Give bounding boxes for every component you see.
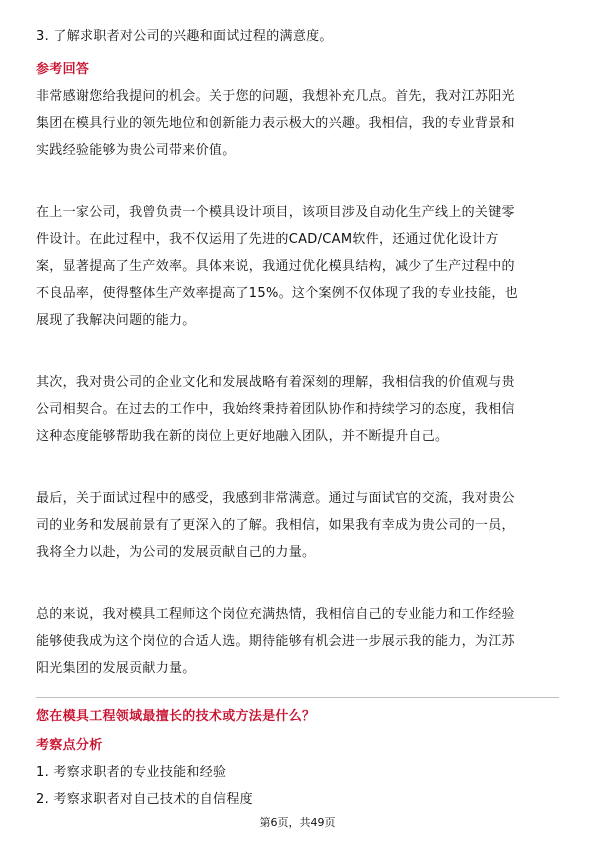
paragraph-line: 阳光集团的发展贡献力量。: [36, 661, 196, 676]
paragraph-line: 我将全力以赴，为公司的发展贡献自己的力量。: [36, 545, 316, 560]
analysis-heading: 考察点分析: [36, 738, 103, 753]
section-divider: [36, 697, 559, 698]
paragraph-line: 总的来说，我对模具工程师这个岗位充满热情，我相信自己的专业能力和工作经验: [36, 607, 515, 622]
paragraph-line: 能够使我成为这个岗位的合适人选。期待能够有机会进一步展示我的能力，为江苏: [36, 634, 515, 649]
paragraph-line: 实践经验能够为贵公司带来价值。: [36, 143, 236, 158]
paragraph-line: 这种态度能够帮助我在新的岗位上更好地融入团队，并不断提升自己。: [36, 429, 449, 444]
paragraph-line: 非常感谢您给我提问的机会。关于您的问题，我想补充几点。首先，我对江苏阳光: [36, 89, 515, 104]
paragraph-line: 件设计。在此过程中，我不仅运用了先进的CAD/CAM软件，还通过优化设计方: [36, 232, 499, 247]
paragraph-line: 司的业务和发展前景有了更深入的了解。我相信，如果我有幸成为贵公司的一员，: [36, 518, 515, 533]
paragraph-line: 案，显著提高了生产效率。具体来说，我通过优化模具结构，减少了生产过程中的: [36, 259, 515, 274]
page-number: 第6页，共49页: [259, 816, 336, 829]
paragraph-line: 不良品率，使得整体生产效率提高了15%。这个案例不仅体现了我的专业技能，也: [36, 286, 518, 301]
paragraph-line: 集团在模具行业的领先地位和创新能力表示极大的兴趣。我相信，我的专业背景和: [36, 116, 515, 131]
question-title: 您在模具工程领域最擅长的技术或方法是什么？: [36, 709, 316, 724]
paragraph-line: 公司相契合。在过去的工作中，我始终秉持着团队协作和持续学习的态度，我相信: [36, 402, 515, 417]
paragraph-line: 最后，关于面试过程中的感受，我感到非常满意。通过与面试官的交流，我对贵公: [36, 491, 515, 506]
criterion-item-3: 3. 了解求职者对公司的兴趣和面试过程的满意度。: [36, 29, 333, 44]
analysis-item-2: 2. 考察求职者对自己技术的自信程度: [36, 792, 253, 807]
paragraph-line: 其次，我对贵公司的企业文化和发展战略有着深刻的理解，我相信我的价值观与贵: [36, 375, 515, 390]
analysis-item-1: 1. 考察求职者的专业技能和经验: [36, 765, 227, 780]
answer-heading: 参考回答: [36, 62, 90, 77]
paragraph-line: 在上一家公司，我曾负责一个模具设计项目，该项目涉及自动化生产线上的关键零: [36, 205, 515, 220]
paragraph-line: 展现了我解决问题的能力。: [36, 313, 196, 328]
